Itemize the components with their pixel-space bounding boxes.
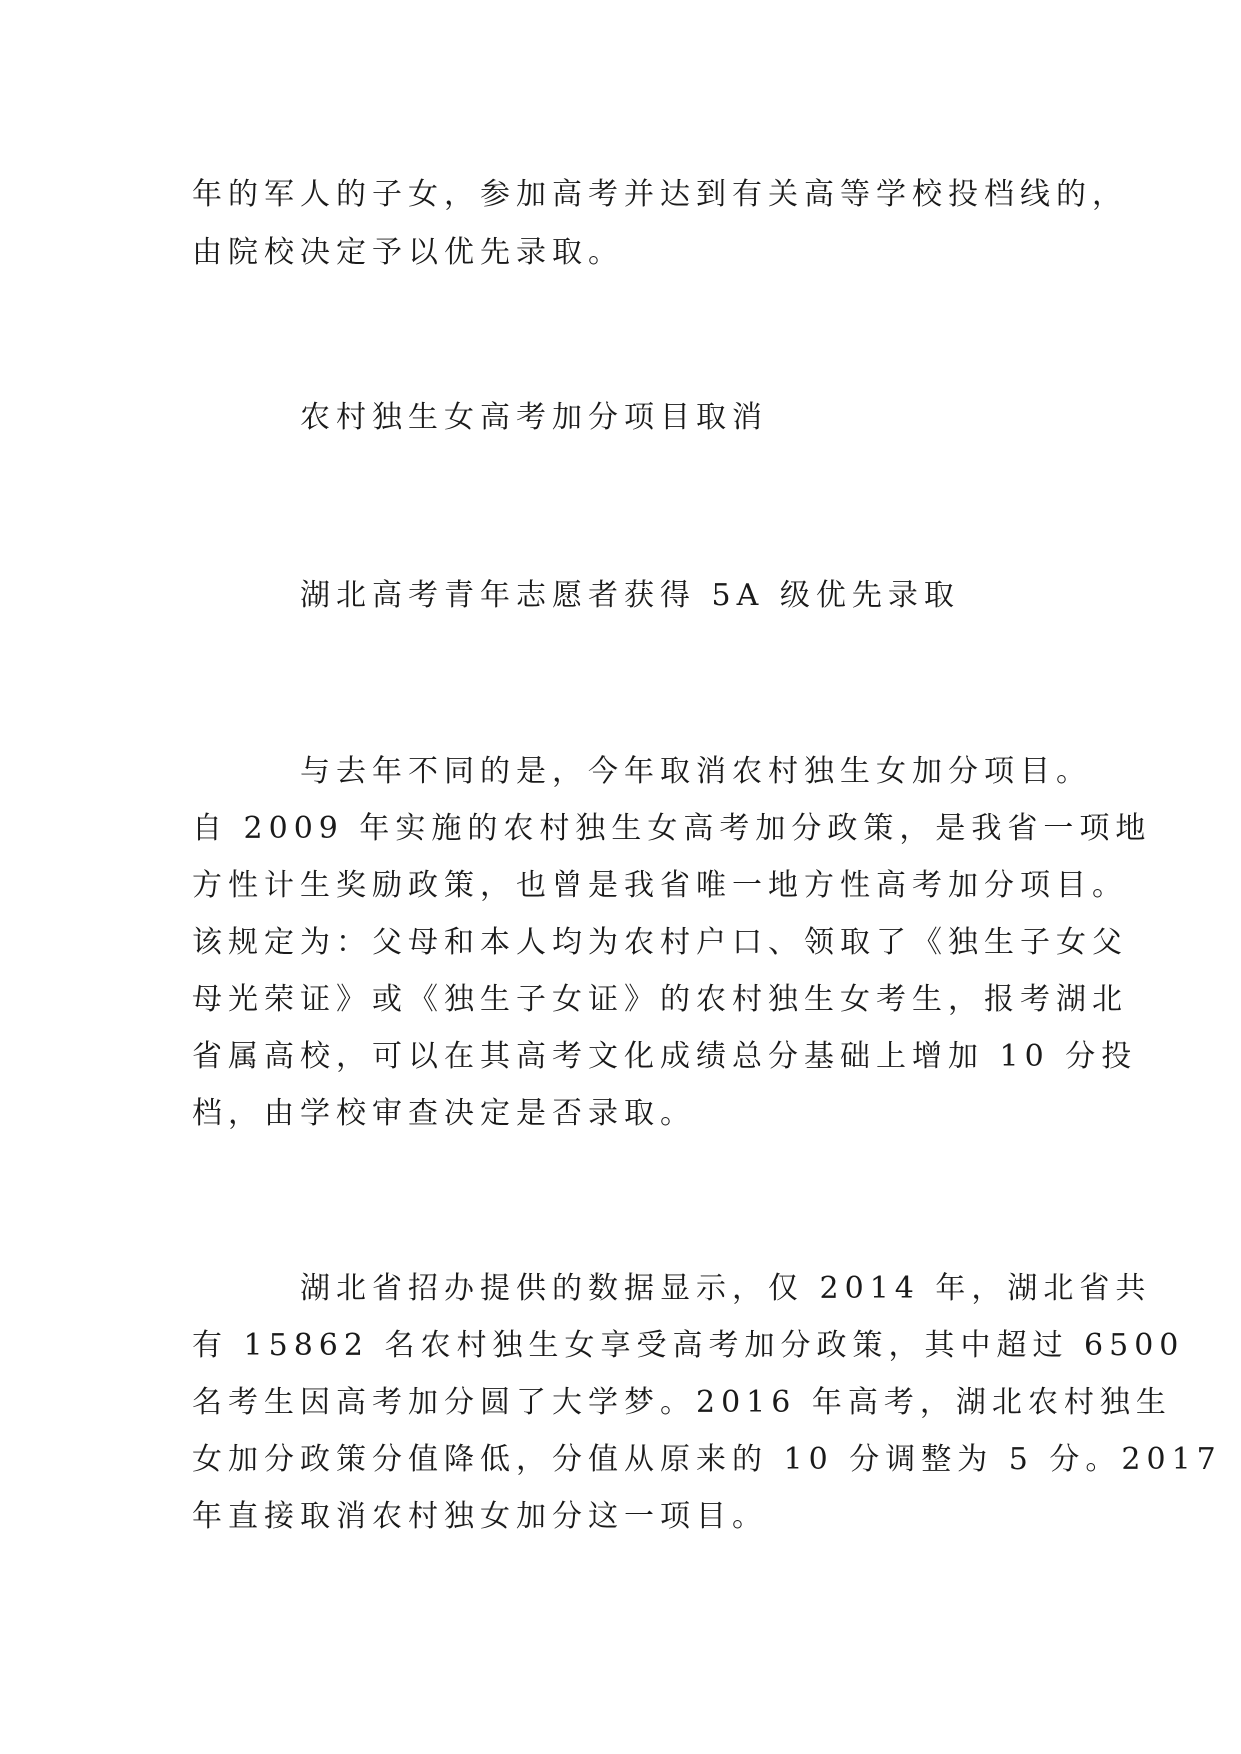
paragraph-1-line-2: 由院校决定予以优先录取。 bbox=[192, 235, 624, 270]
paragraph-1-line-1: 年的军人的子女，参加高考并达到有关高等学校投档线的， bbox=[192, 177, 1128, 212]
section-heading-2: 湖北高考青年志愿者获得 5A 级优先录取 bbox=[300, 578, 960, 613]
paragraph-2-line-1: 与去年不同的是，今年取消农村独生女加分项目。 bbox=[300, 754, 1092, 789]
paragraph-2-line-7: 档，由学校审查决定是否录取。 bbox=[192, 1096, 696, 1131]
paragraph-3-line-2: 有 15862 名农村独生女享受高考加分政策，其中超过 6500 bbox=[192, 1328, 1185, 1363]
paragraph-3-line-4: 女加分政策分值降低，分值从原来的 10 分调整为 5 分。2017 bbox=[192, 1442, 1222, 1477]
section-heading-1: 农村独生女高考加分项目取消 bbox=[300, 400, 768, 435]
paragraph-3-line-5: 年直接取消农村独女加分这一项目。 bbox=[192, 1499, 768, 1534]
paragraph-2-line-6: 省属高校，可以在其高考文化成绩总分基础上增加 10 分投 bbox=[192, 1039, 1138, 1074]
paragraph-2-line-5: 母光荣证》或《独生子女证》的农村独生女考生，报考湖北 bbox=[192, 982, 1128, 1017]
paragraph-2-line-4: 该规定为：父母和本人均为农村户口、领取了《独生子女父 bbox=[192, 925, 1128, 960]
paragraph-3-line-3: 名考生因高考加分圆了大学梦。2016 年高考，湖北农村独生 bbox=[192, 1385, 1172, 1420]
paragraph-2-line-3: 方性计生奖励政策，也曾是我省唯一地方性高考加分项目。 bbox=[192, 868, 1128, 903]
paragraph-2-line-2: 自 2009 年实施的农村独生女高考加分政策，是我省一项地 bbox=[192, 811, 1152, 846]
paragraph-3-line-1: 湖北省招办提供的数据显示，仅 2014 年，湖北省共 bbox=[300, 1271, 1152, 1306]
